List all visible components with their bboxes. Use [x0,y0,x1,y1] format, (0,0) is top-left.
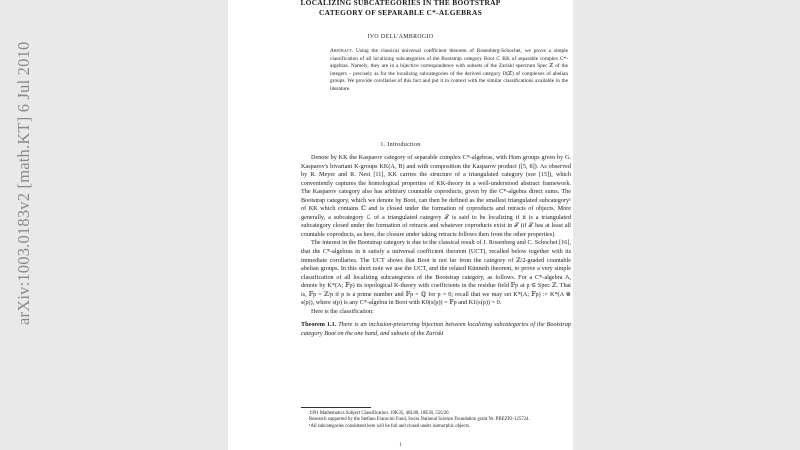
paragraph-3: Here is the classification: [311,307,374,315]
footnote-funding: Research supported by the Stefano Franscini Fund, Swiss National Science Foundation grant Nr. PBEZP2-125724. [309,417,530,423]
arxiv-identifier-stamp: arXiv:1003.0183v2 [math.KT] 6 Jul 2010 [14,41,33,325]
abstract-label: Abstract. [330,48,354,54]
theorem-label: Theorem 1.1. [301,321,337,329]
footnotes [301,411,571,430]
right-margin [573,0,800,450]
theorem [301,321,571,338]
title-line-2: CATEGORY OF SEPARABLE C*-ALGEBRAS [318,8,482,17]
body-text [301,154,571,338]
author: IVO DELL'AMBROGIO [367,34,434,40]
abstract [330,48,568,93]
document-page [228,0,573,450]
footnote-rule [301,407,371,408]
section-heading: 1. Introduction [380,142,421,148]
page-number: 1 [399,443,402,448]
footnote-msc: 1991 Mathematics Subject Classification. 19K35, 46L80, 18E30, 55U20. [309,411,450,416]
footnote-1: ¹All subcategories considered here will be full and closed under isomorphic objects. [309,423,471,429]
theorem-text: There is an inclusion-preserving bijection between localizing subcategories of the Bootstrap category Boot on the one hand, and subsets of the Zariski [301,321,571,337]
paragraph-2: The interest in the Bootstrap category is due to the classical result of J. Rosenberg and C. Schochet [16], that the C*-algebras in it satisfy a universal coefficient theorem (UCT), recalled below together with its immediate corollaries. The UCT shows that Boot is not far from the category of ℤ/2-graded countable abelian groups. In this short note we use the UCT, and the related Künneth theorem, to prove a very simple classification of all localizing subcategories of the Bootstrap category, as follows. For a C*-algebra A, denote by K*(A; 𝔽p) its topological K-theory with coefficients in the residue field 𝔽p at p ∈ Spec ℤ. That is, 𝔽p = ℤ/p if p is a prime number and 𝔽p = ℚ for p = 0; recall that we may set K*(A; 𝔽p) := K*(A ⊗ s(p)), where s(p) is any C*-algebra in Boot with K0(s(p)) = 𝔽p and K1(s(p)) = 0. [301,239,571,307]
paragraph-1: Denote by KK the Kasparov category of separable complex C*-algebras, with Hom groups given by G. Kasparov's bivariant K-groups KK(A, B) and with composition the Kasparov product ([5, 8]). As observed by R. Meyer and R. Nest [11], KK carries the structure of a triangulated category (see [15]), which conveniently captures the homological properties of KK-theory in a well-understood abstract framework. The Kasparov category also has arbitrary countable coproducts, given by the C*-algebra direct sums. The Bootstrap category, which we denote by Boot, can then be defined as the smallest triangulated subcategory¹ of KK which contains ℂ and is closed under the formation of coproducts and retracts of objects. More generally, a subcategory ℒ of a triangulated category 𝒯 is said to be localizing if it is a triangulated subcategory closed under the formation of retracts and whatever coproducts exist in 𝒯 (if 𝒯 has at least all countable coproducts, as here, the closure under taking retracts follows then from the other properties). [301,154,571,238]
title-line-1: LOCALIZING SUBCATEGORIES IN THE BOOTSTRAP [300,0,501,7]
abstract-text: Using the classical universal coefficient theorem of Rosenberg-Schochet, we prove a simple classification of all localizing subcategories of the Bootstrap category Boot ⊂ KK of separable complex C*-algebras. Namely, they are in a bijective correspondence with subsets of the Zariski spectrum Spec ℤ of the integers – precisely as for the localizing subcategories of the derived category D(ℤ) of complexes of abelian groups. We provide corollaries of this fact and put it in context with the similar classifications available in the literature. [330,48,568,92]
left-margin [0,0,228,450]
